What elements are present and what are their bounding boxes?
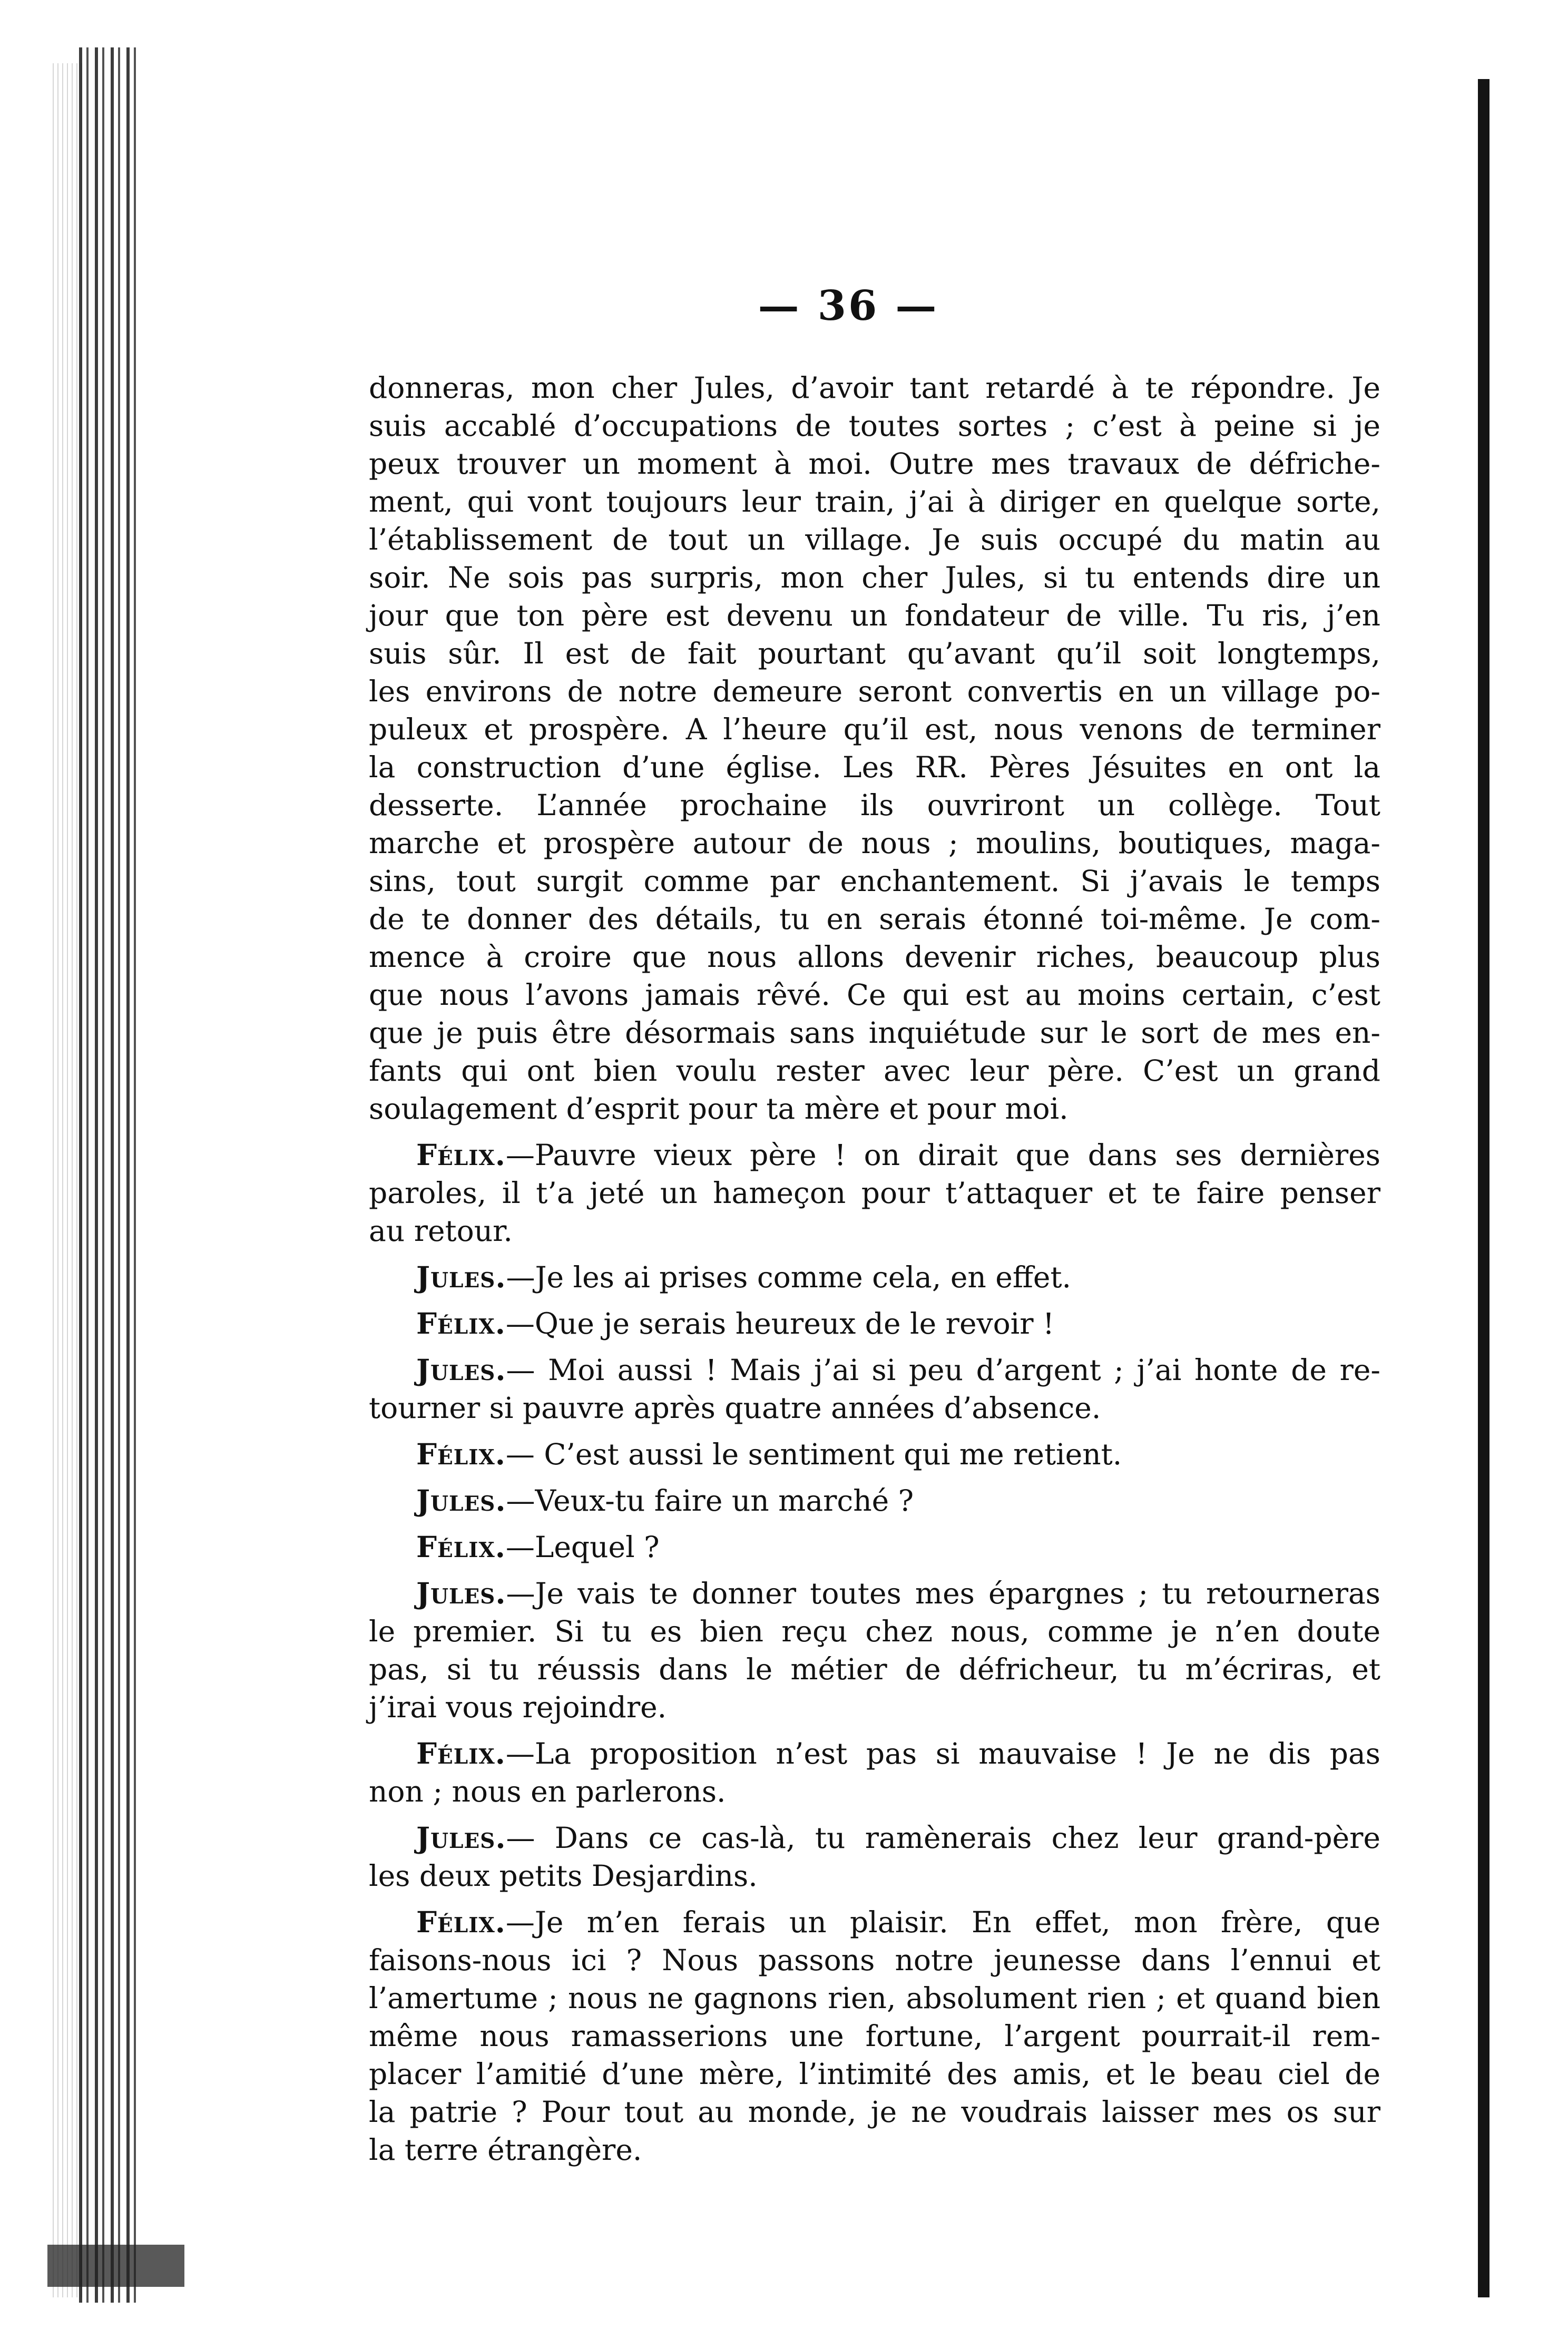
speaker-name: Félix. xyxy=(416,1530,506,1564)
text-line xyxy=(369,976,1380,1014)
text-line xyxy=(369,672,1380,710)
text-line xyxy=(369,710,1380,748)
text-line xyxy=(369,1650,1380,1688)
dialogue-paragraph xyxy=(369,1351,1380,1427)
line-text: soir. Ne sois pas surpris, mon cher Jules, si tu entends dire un xyxy=(369,561,1380,594)
text-line xyxy=(369,824,1380,862)
line-text: de te donner des détails, tu en serais étonné toi-même. Je com- xyxy=(369,902,1380,936)
line-text: —Je m’en ferais un plaisir. En effet, mon frère, que xyxy=(505,1905,1380,1939)
line-text: faisons-nous ici ? Nous passons notre jeunesse dans l’ennui et xyxy=(369,1943,1380,1977)
line-text: mence à croire que nous allons devenir riches, beaucoup plus xyxy=(369,940,1380,974)
line-text: jour que ton père est devenu un fondateur de ville. Tu ris, j’en xyxy=(369,599,1380,632)
text-line xyxy=(369,1979,1380,2017)
book-binding-edge xyxy=(79,47,142,2303)
line-text: suis sûr. Il est de fait pourtant qu’avant qu’il soit longtemps, xyxy=(369,637,1380,670)
line-text: ment, qui vont toujours leur train, j’ai à diriger en quelque sorte, xyxy=(369,485,1380,518)
binding-foot xyxy=(47,2245,184,2287)
line-text: sins, tout surgit comme par enchantement. Si j’avais le temps xyxy=(369,864,1380,898)
line-text: au retour. xyxy=(369,1214,513,1248)
line-text: les deux petits Desjardins. xyxy=(369,1859,758,1893)
letter-paragraph xyxy=(369,369,1380,1128)
text-line xyxy=(369,596,1380,634)
text-line xyxy=(369,1903,1380,1941)
speaker-name: Félix. xyxy=(416,1736,506,1770)
dialogue-paragraph xyxy=(369,1258,1380,1296)
line-text: que je puis être désormais sans inquiétude sur le sort de mes en- xyxy=(369,1016,1380,1050)
line-text: tourner si pauvre après quatre années d’absence. xyxy=(369,1391,1101,1425)
line-text: —Que je serais heureux de le revoir ! xyxy=(505,1307,1055,1340)
line-text: —Je les ai prises comme cela, en effet. xyxy=(506,1260,1072,1294)
text-line xyxy=(369,1136,1380,1174)
text-line xyxy=(369,1090,1380,1128)
text-line xyxy=(369,1574,1380,1612)
line-text: paroles, il t’a jeté un hameçon pour t’attaquer et te faire penser xyxy=(369,1176,1380,1210)
dialogue-paragraph xyxy=(369,1482,1380,1520)
line-text: — C’est aussi le sentiment qui me retient. xyxy=(505,1437,1122,1471)
line-text: que nous l’avons jamais rêvé. Ce qui est au moins certain, c’est xyxy=(369,978,1380,1012)
dialogue-paragraph xyxy=(369,1528,1380,1566)
line-text: la patrie ? Pour tout au monde, je ne voudrais laisser mes os sur xyxy=(369,2095,1380,2129)
line-text: marche et prospère autour de nous ; moulins, boutiques, maga- xyxy=(369,826,1380,860)
line-text: —La proposition n’est pas si mauvaise ! Je ne dis pas xyxy=(505,1737,1380,1770)
text-line xyxy=(369,2017,1380,2055)
line-text: —Pauvre vieux père ! on dirait que dans ses dernières xyxy=(505,1138,1380,1172)
dialogue-paragraph xyxy=(369,1305,1380,1343)
text-line xyxy=(369,1735,1380,1773)
text-line xyxy=(369,1052,1380,1090)
speaker-name: Jules. xyxy=(416,1260,506,1294)
scan-edge-rule xyxy=(1478,79,1489,2297)
line-text: l’amertume ; nous ne gagnons rien, absolument rien ; et quand bien xyxy=(369,1981,1380,2015)
line-text: la construction d’une église. Les RR. Pères Jésuites en ont la xyxy=(369,750,1380,784)
line-text: même nous ramasserions une fortune, l’argent pourrait-il rem- xyxy=(369,2019,1380,2053)
text-line xyxy=(369,1351,1380,1389)
speaker-name: Félix. xyxy=(416,1905,506,1939)
text-line xyxy=(369,938,1380,976)
speaker-name: Félix. xyxy=(416,1306,506,1340)
line-text: peux trouver un moment à moi. Outre mes travaux de défriche- xyxy=(369,447,1380,481)
text-line xyxy=(369,1389,1380,1427)
text-line xyxy=(369,1941,1380,1979)
line-text: desserte. L’année prochaine ils ouvriront un collège. Tout xyxy=(369,788,1380,822)
line-text: j’irai vous rejoindre. xyxy=(369,1690,667,1724)
dialogue-paragraph xyxy=(369,1435,1380,1473)
line-text: la terre étrangère. xyxy=(369,2133,642,2167)
line-text: non ; nous en parlerons. xyxy=(369,1775,726,1808)
text-line xyxy=(369,1258,1380,1296)
line-text: l’établissement de tout un village. Je suis occupé du matin au xyxy=(369,523,1380,556)
dialogue-paragraph xyxy=(369,1819,1380,1895)
text-line xyxy=(369,2093,1380,2131)
line-text: —Lequel ? xyxy=(505,1530,660,1564)
line-text: suis accablé d’occupations de toutes sortes ; c’est à peine si je xyxy=(369,409,1380,443)
text-line xyxy=(369,559,1380,596)
speaker-name: Félix. xyxy=(416,1437,506,1471)
text-line xyxy=(369,1528,1380,1566)
text-line xyxy=(369,1174,1380,1212)
text-line xyxy=(369,1857,1380,1895)
text-line xyxy=(369,521,1380,559)
line-text: —Je vais te donner toutes mes épargnes ; tu retourneras xyxy=(506,1577,1380,1610)
line-text: fants qui ont bien voulu rester avec leur père. C’est un grand xyxy=(369,1054,1380,1088)
dialogue-paragraph xyxy=(369,1735,1380,1811)
dialogue-paragraph xyxy=(369,1136,1380,1250)
line-text: le premier. Si tu es bien reçu chez nous, comme je n’en doute xyxy=(369,1614,1380,1648)
text-line xyxy=(369,1773,1380,1811)
text-line xyxy=(369,483,1380,521)
speaker-name: Jules. xyxy=(416,1821,506,1855)
text-line xyxy=(369,634,1380,672)
line-text: soulagement d’esprit pour ta mère et pour moi. xyxy=(369,1092,1069,1126)
dialogue-paragraph xyxy=(369,1903,1380,2169)
text-line xyxy=(369,1819,1380,1857)
speaker-name: Félix. xyxy=(416,1138,506,1172)
line-text: placer l’amitié d’une mère, l’intimité des amis, et le beau ciel de xyxy=(369,2057,1380,2091)
line-text: les environs de notre demeure seront convertis en un village po- xyxy=(369,674,1380,708)
text-line xyxy=(369,1435,1380,1473)
text-line xyxy=(369,2131,1380,2169)
text-line xyxy=(369,900,1380,938)
text-line xyxy=(369,786,1380,824)
text-line xyxy=(369,407,1380,445)
text-line xyxy=(369,1305,1380,1343)
text-line xyxy=(369,445,1380,483)
line-text: — Moi aussi ! Mais j’ai si peu d’argent ; j’ai honte de re- xyxy=(506,1353,1380,1387)
text-line xyxy=(369,748,1380,786)
text-line xyxy=(369,1212,1380,1250)
text-line xyxy=(369,1612,1380,1650)
text-line xyxy=(369,1014,1380,1052)
line-text: donneras, mon cher Jules, d’avoir tant retardé à te répondre. Je xyxy=(369,371,1380,405)
speaker-name: Jules. xyxy=(416,1576,506,1610)
line-text: pas, si tu réussis dans le métier de défricheur, tu m’écriras, et xyxy=(369,1652,1380,1686)
text-line xyxy=(369,2055,1380,2093)
line-text: —Veux-tu faire un marché ? xyxy=(506,1484,914,1518)
text-line xyxy=(369,1688,1380,1726)
dialogue-paragraph xyxy=(369,1574,1380,1726)
text-line xyxy=(369,1482,1380,1520)
text-line xyxy=(369,862,1380,900)
page-number: — 36 — xyxy=(758,282,939,330)
speaker-name: Jules. xyxy=(416,1483,506,1518)
text-line xyxy=(369,369,1380,407)
speaker-name: Jules. xyxy=(416,1353,506,1387)
line-text: puleux et prospère. A l’heure qu’il est, nous venons de terminer xyxy=(369,712,1380,746)
body-text xyxy=(369,369,1380,2169)
line-text: — Dans ce cas-là, tu ramènerais chez leur grand-père xyxy=(506,1821,1380,1855)
